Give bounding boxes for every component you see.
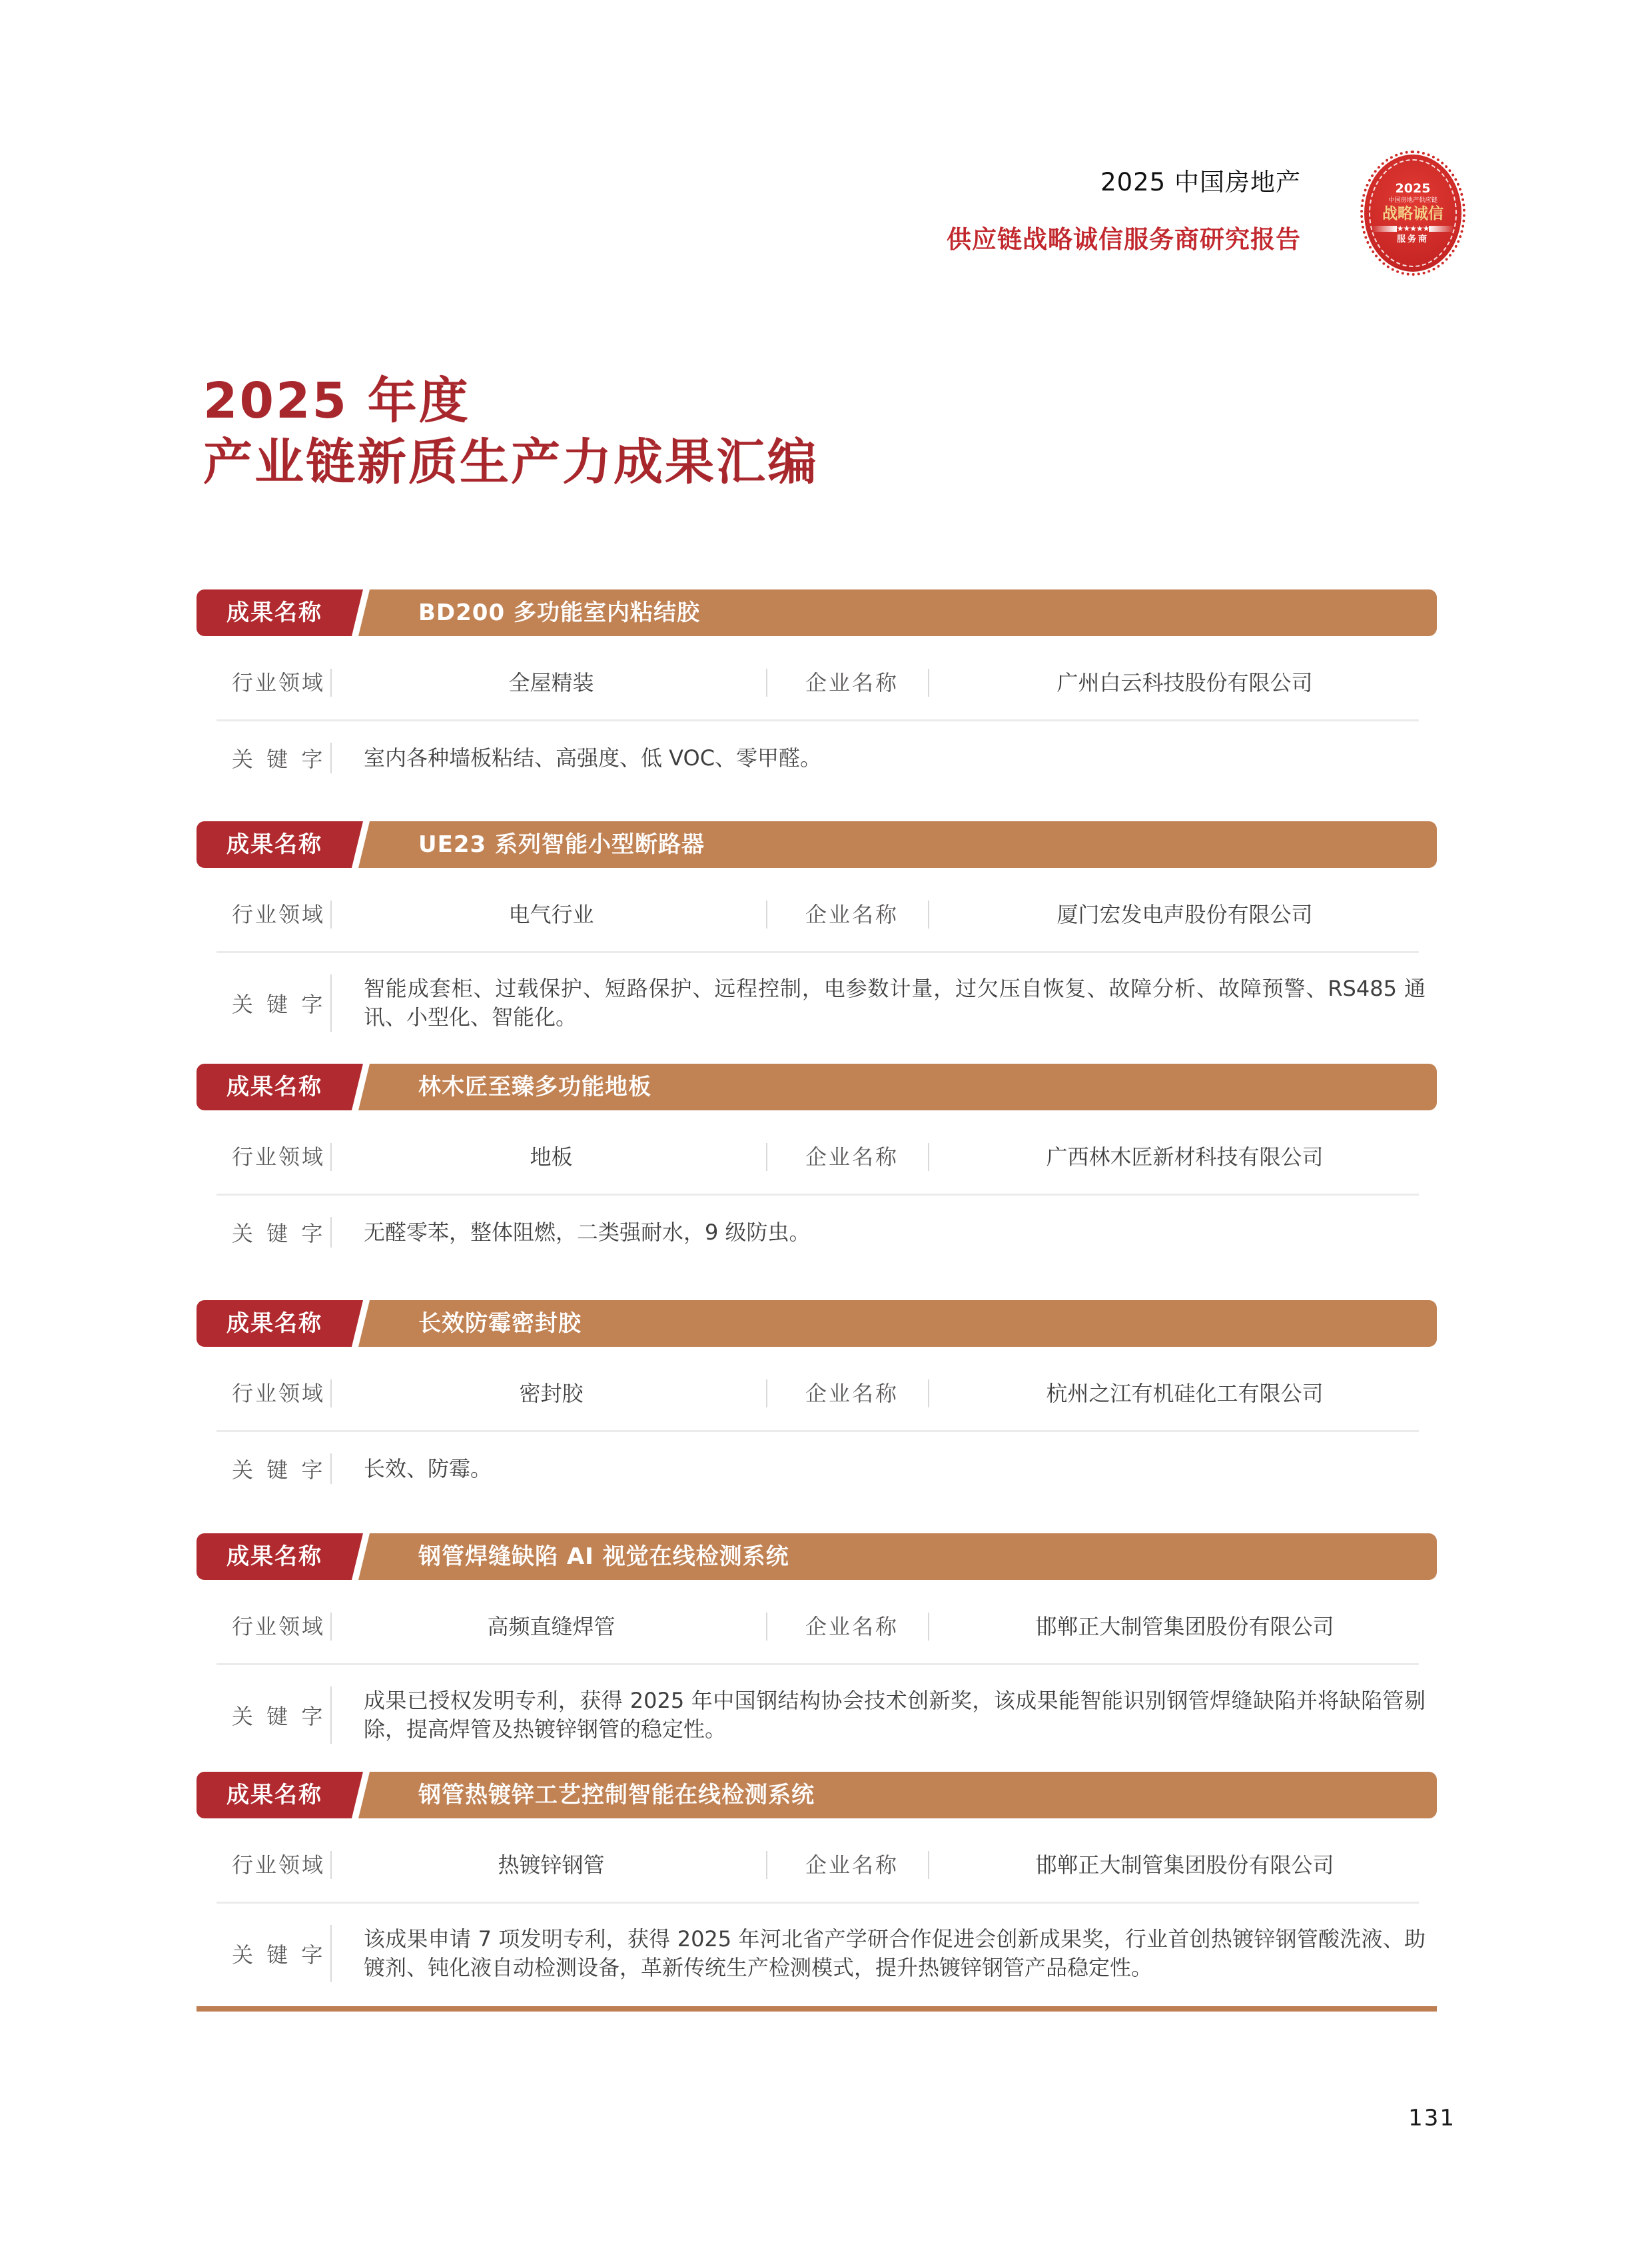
vertical-divider <box>330 1613 332 1641</box>
achievement-section <box>197 589 1437 772</box>
section-header-tan-ribbon <box>197 821 1437 868</box>
vertical-divider <box>330 1217 332 1248</box>
seal-main-text: 战略诚信 <box>1382 204 1444 222</box>
section-header-tan-ribbon <box>197 589 1437 636</box>
company-label: 企业名称 <box>805 1144 899 1170</box>
vertical-divider <box>330 669 332 697</box>
keywords-label: 关 键 字 <box>232 1704 326 1729</box>
achievement-name-label: 成果名称 <box>226 1782 322 1808</box>
company-label: 企业名称 <box>805 1381 899 1406</box>
section-header-bar <box>197 1772 1437 1818</box>
achievement-name-value: 长效防霉密封胶 <box>418 1310 582 1337</box>
page-number: 131 <box>1408 2105 1455 2131</box>
report-header-line2: 供应链战略诚信服务商研究报告 <box>947 225 1301 254</box>
section-header-bar <box>197 821 1437 868</box>
achievement-name-label: 成果名称 <box>226 1074 322 1100</box>
keywords-value: 无醛零苯，整体阻燃，二类强耐水，9 级防虫。 <box>364 1219 811 1245</box>
vertical-divider <box>330 743 332 773</box>
company-label: 企业名称 <box>805 1614 899 1639</box>
keywords-row <box>232 743 1426 773</box>
vertical-divider <box>330 1143 332 1171</box>
industry-label: 行业领域 <box>232 1381 326 1406</box>
bottom-rule <box>197 2006 1437 2012</box>
page-title <box>203 370 819 493</box>
vertical-divider <box>928 901 929 929</box>
section-divider-line <box>216 719 1419 721</box>
seal-year: 2025 <box>1395 181 1431 196</box>
section-divider-line <box>216 951 1419 953</box>
vertical-divider <box>330 1925 332 1982</box>
seal-subtitle: 中国房地产供应链 <box>1388 196 1438 204</box>
section-info-row <box>197 1849 1437 1881</box>
achievement-name-value: BD200 多功能室内粘结胶 <box>418 599 700 626</box>
industry-label: 行业领域 <box>232 1614 326 1639</box>
vertical-divider <box>330 1379 332 1407</box>
vertical-divider <box>928 1851 929 1879</box>
page-title-line1: 2025 年度 <box>203 372 470 430</box>
achievement-name-value: 钢管热镀锌工艺控制智能在线检测系统 <box>418 1782 815 1808</box>
section-divider-line <box>216 1902 1419 1904</box>
section-header-bar <box>197 1300 1437 1347</box>
section-header-bar <box>197 589 1437 636</box>
company-value: 邯郸正大制管集团股份有限公司 <box>1035 1852 1334 1878</box>
vertical-divider <box>330 1851 332 1879</box>
achievement-name-label: 成果名称 <box>226 1543 322 1570</box>
keywords-value: 该成果申请 7 项发明专利，获得 2025 年河北省产学研合作促进会创新成果奖，行业首创热镀锌钢管酸洗液、助镀剂、钝化液自动检测设备，革新传统生产检测模式，提升热镀锌钢管产品稳定性。 <box>364 1926 1426 1980</box>
keywords-label: 关 键 字 <box>232 1942 326 1968</box>
industry-value: 全屋精装 <box>508 670 594 695</box>
company-value: 邯郸正大制管集团股份有限公司 <box>1035 1614 1334 1639</box>
keywords-label: 关 键 字 <box>232 1457 326 1483</box>
keywords-label: 关 键 字 <box>232 992 326 1017</box>
vertical-divider <box>928 669 929 697</box>
section-divider-line <box>216 1430 1419 1432</box>
seal-dashed-ring-icon <box>1369 159 1457 267</box>
section-info-row <box>197 1141 1437 1173</box>
section-info-row <box>197 1611 1437 1643</box>
keywords-row <box>232 1453 1426 1484</box>
report-seal-badge <box>1364 155 1461 272</box>
vertical-divider <box>928 1613 929 1641</box>
industry-value: 密封胶 <box>519 1381 584 1406</box>
section-header-tan-ribbon <box>197 1064 1437 1110</box>
section-header-bar <box>197 1064 1437 1110</box>
five-stars-icon: ★★★★★ <box>1396 224 1430 234</box>
achievement-name-value: 林木匠至臻多功能地板 <box>418 1074 651 1100</box>
page-title-line2: 产业链新质生产力成果汇编 <box>203 434 819 491</box>
section-header-bar <box>197 1533 1437 1580</box>
keywords-label: 关 键 字 <box>232 747 326 772</box>
achievement-section <box>197 821 1437 1030</box>
keywords-value: 成果已授权发明专利，获得 2025 年中国钢结构协会技术创新奖，该成果能智能识别钢管焊缝缺陷并将缺陷管剔除，提高焊管及热镀锌钢管的稳定性。 <box>364 1688 1426 1742</box>
industry-value: 热镀锌钢管 <box>498 1852 605 1878</box>
company-label: 企业名称 <box>805 1852 899 1878</box>
section-header-tan-ribbon <box>197 1300 1437 1347</box>
industry-label: 行业领域 <box>232 670 326 695</box>
achievement-name-label: 成果名称 <box>226 831 322 858</box>
vertical-divider <box>928 1143 929 1171</box>
vertical-divider <box>330 1686 332 1744</box>
keywords-value: 长效、防霉。 <box>364 1455 492 1481</box>
vertical-divider <box>330 901 332 929</box>
vertical-divider <box>766 669 767 697</box>
company-value: 厦门宏发电声股份有限公司 <box>1056 902 1313 927</box>
seal-bottom-text: 服务商 <box>1396 234 1429 245</box>
vertical-divider <box>766 1143 767 1171</box>
achievement-name-label: 成果名称 <box>226 599 322 626</box>
keywords-row <box>232 1925 1426 1982</box>
section-info-row <box>197 899 1437 931</box>
vertical-divider <box>928 1379 929 1407</box>
vertical-divider <box>766 901 767 929</box>
vertical-divider <box>766 1379 767 1407</box>
company-label: 企业名称 <box>805 670 899 695</box>
vertical-divider <box>330 1453 332 1484</box>
keywords-value: 室内各种墙板粘结、高强度、低 VOC、零甲醛。 <box>364 745 822 771</box>
achievement-name-value: UE23 系列智能小型断路器 <box>418 831 705 858</box>
keywords-row <box>232 1686 1426 1744</box>
section-header-tan-ribbon <box>197 1772 1437 1818</box>
keywords-label: 关 键 字 <box>232 1221 326 1246</box>
keywords-row <box>232 974 1426 1032</box>
achievement-section <box>197 1772 1437 1980</box>
achievement-name-value: 钢管焊缝缺陷 AI 视觉在线检测系统 <box>418 1543 789 1570</box>
section-info-row <box>197 667 1437 699</box>
achievement-section <box>197 1533 1437 1742</box>
section-divider-line <box>216 1663 1419 1665</box>
industry-value: 电气行业 <box>508 902 594 927</box>
vertical-divider <box>766 1613 767 1641</box>
company-value: 广西林木匠新材科技有限公司 <box>1046 1144 1324 1170</box>
achievement-section <box>197 1300 1437 1483</box>
section-header-tan-ribbon <box>197 1533 1437 1580</box>
industry-value: 地板 <box>530 1144 573 1170</box>
section-divider-line <box>216 1194 1419 1196</box>
achievement-section <box>197 1064 1437 1246</box>
vertical-divider <box>766 1851 767 1879</box>
report-header-line1: 2025 中国房地产 <box>1100 168 1301 196</box>
company-value: 广州白云科技股份有限公司 <box>1056 670 1313 695</box>
section-info-row <box>197 1377 1437 1409</box>
industry-label: 行业领域 <box>232 1144 326 1170</box>
company-label: 企业名称 <box>805 902 899 927</box>
achievement-name-label: 成果名称 <box>226 1310 322 1337</box>
company-value: 杭州之江有机硅化工有限公司 <box>1046 1381 1324 1406</box>
vertical-divider <box>330 974 332 1032</box>
industry-value: 高频直缝焊管 <box>487 1614 616 1639</box>
industry-label: 行业领域 <box>232 902 326 927</box>
keywords-value: 智能成套柜、过载保护、短路保护、远程控制，电参数计量，过欠压自恢复、故障分析、故障预警、RS485 通讯、小型化、智能化。 <box>364 976 1426 1030</box>
industry-label: 行业领域 <box>232 1852 326 1878</box>
keywords-row <box>232 1217 1426 1248</box>
